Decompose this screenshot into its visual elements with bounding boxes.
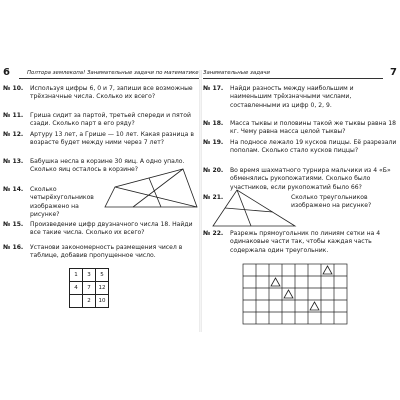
problem-number: № 18.: [203, 120, 224, 127]
right-page-header: [203, 68, 397, 80]
problem-text: Артуру 13 лет, а Грише — 10 лет. Какая разница в возрасте будет между ними через 7 лет?: [30, 131, 194, 147]
problem-text: Установи закономерность размещения чисел в таблице, добавив пропущенное число.: [30, 244, 183, 260]
problem-number: № 15.: [3, 221, 24, 228]
running-title: Занимательные задачи: [203, 70, 270, 76]
problem-text: На подносе лежало 19 кусков пиццы. Её разрезали пополам. Сколько стало кусков пиццы?: [230, 139, 397, 155]
problem-text: Используя цифры 6, 0 и 7, запиши все возможные трёхзначные числа. Сколько их всего?: [30, 85, 193, 101]
problem-text: Разрежь прямоугольник по линиям сетки на 4 одинаковые части так, чтобы каждая часть содержала один треугольник.: [230, 230, 381, 254]
header-rule: [203, 78, 383, 79]
table-cell: 1: [70, 269, 83, 282]
right-page: [203, 68, 397, 332]
problem-text: Сколько четырёхугольников изображено на рисунке?: [30, 186, 94, 218]
triangle-icon: [310, 302, 319, 310]
left-page-header: [3, 68, 199, 80]
cutting-grid-figure: [243, 264, 347, 324]
running-title: Полтора землекопа! Занимательные задачи по математике: [27, 70, 199, 76]
problem-number: № 14.: [3, 186, 24, 193]
page-number: 7: [390, 68, 397, 78]
triangle-icon: [271, 278, 280, 286]
header-rule: [19, 78, 199, 79]
problem-number: № 16.: [3, 244, 24, 251]
problem-text: Произведение цифр двузначного числа 18. Найди все такие числа. Сколько их всего?: [30, 221, 193, 237]
problem-number: № 11.: [3, 112, 24, 119]
table-cell: 2: [83, 295, 96, 308]
table-cell: 3: [83, 269, 96, 282]
problem-number: № 12.: [3, 131, 24, 138]
triangle-icon: [284, 290, 293, 298]
quadrilaterals-figure: [103, 167, 199, 209]
table-cell: 10: [96, 295, 109, 308]
book-spread: [0, 68, 400, 332]
problem-text: Найди разность между наибольшим и наименьшим трёхзначными числами, составленными из цифр 0, 2, 9.: [230, 85, 354, 109]
left-page: [3, 68, 199, 332]
table-cell: 7: [83, 282, 96, 295]
problem-text: Масса тыквы и половины такой же тыквы равна 18 кг. Чему равна масса целой тыквы?: [230, 120, 397, 136]
table-cell: 4: [70, 282, 83, 295]
number-table: [69, 268, 109, 308]
problem-text: Сколько треугольников изображено на рисунке?: [291, 194, 372, 210]
problem-text: Во время шахматного турнира мальчики из 4 «Б» обменялись рукопожатиями. Сколько было участников, если рукопожатий было 66?: [230, 167, 391, 191]
problem-number: № 13.: [3, 158, 24, 165]
table-cell: 5: [96, 269, 109, 282]
problem-number: № 21.: [203, 194, 224, 201]
triangle-icon: [323, 266, 332, 274]
problem-text: Бабушка несла в корзине 30 яиц. А одно упало. Сколько яиц осталось в корзине?: [30, 158, 185, 174]
problem-number: № 20.: [203, 167, 224, 174]
problem-number: № 22.: [203, 230, 224, 237]
problem-number: № 19.: [203, 139, 224, 146]
table-cell-empty: [70, 295, 83, 308]
page-number: 6: [3, 68, 10, 78]
problem-number: № 10.: [3, 85, 24, 92]
problem-text: Гриша сидит за партой, третьей спереди и пятой сзади. Сколько парт в его ряду?: [30, 112, 191, 128]
table-cell: 12: [96, 282, 109, 295]
problem-number: № 17.: [203, 85, 224, 92]
triangles-figure: [211, 186, 297, 228]
